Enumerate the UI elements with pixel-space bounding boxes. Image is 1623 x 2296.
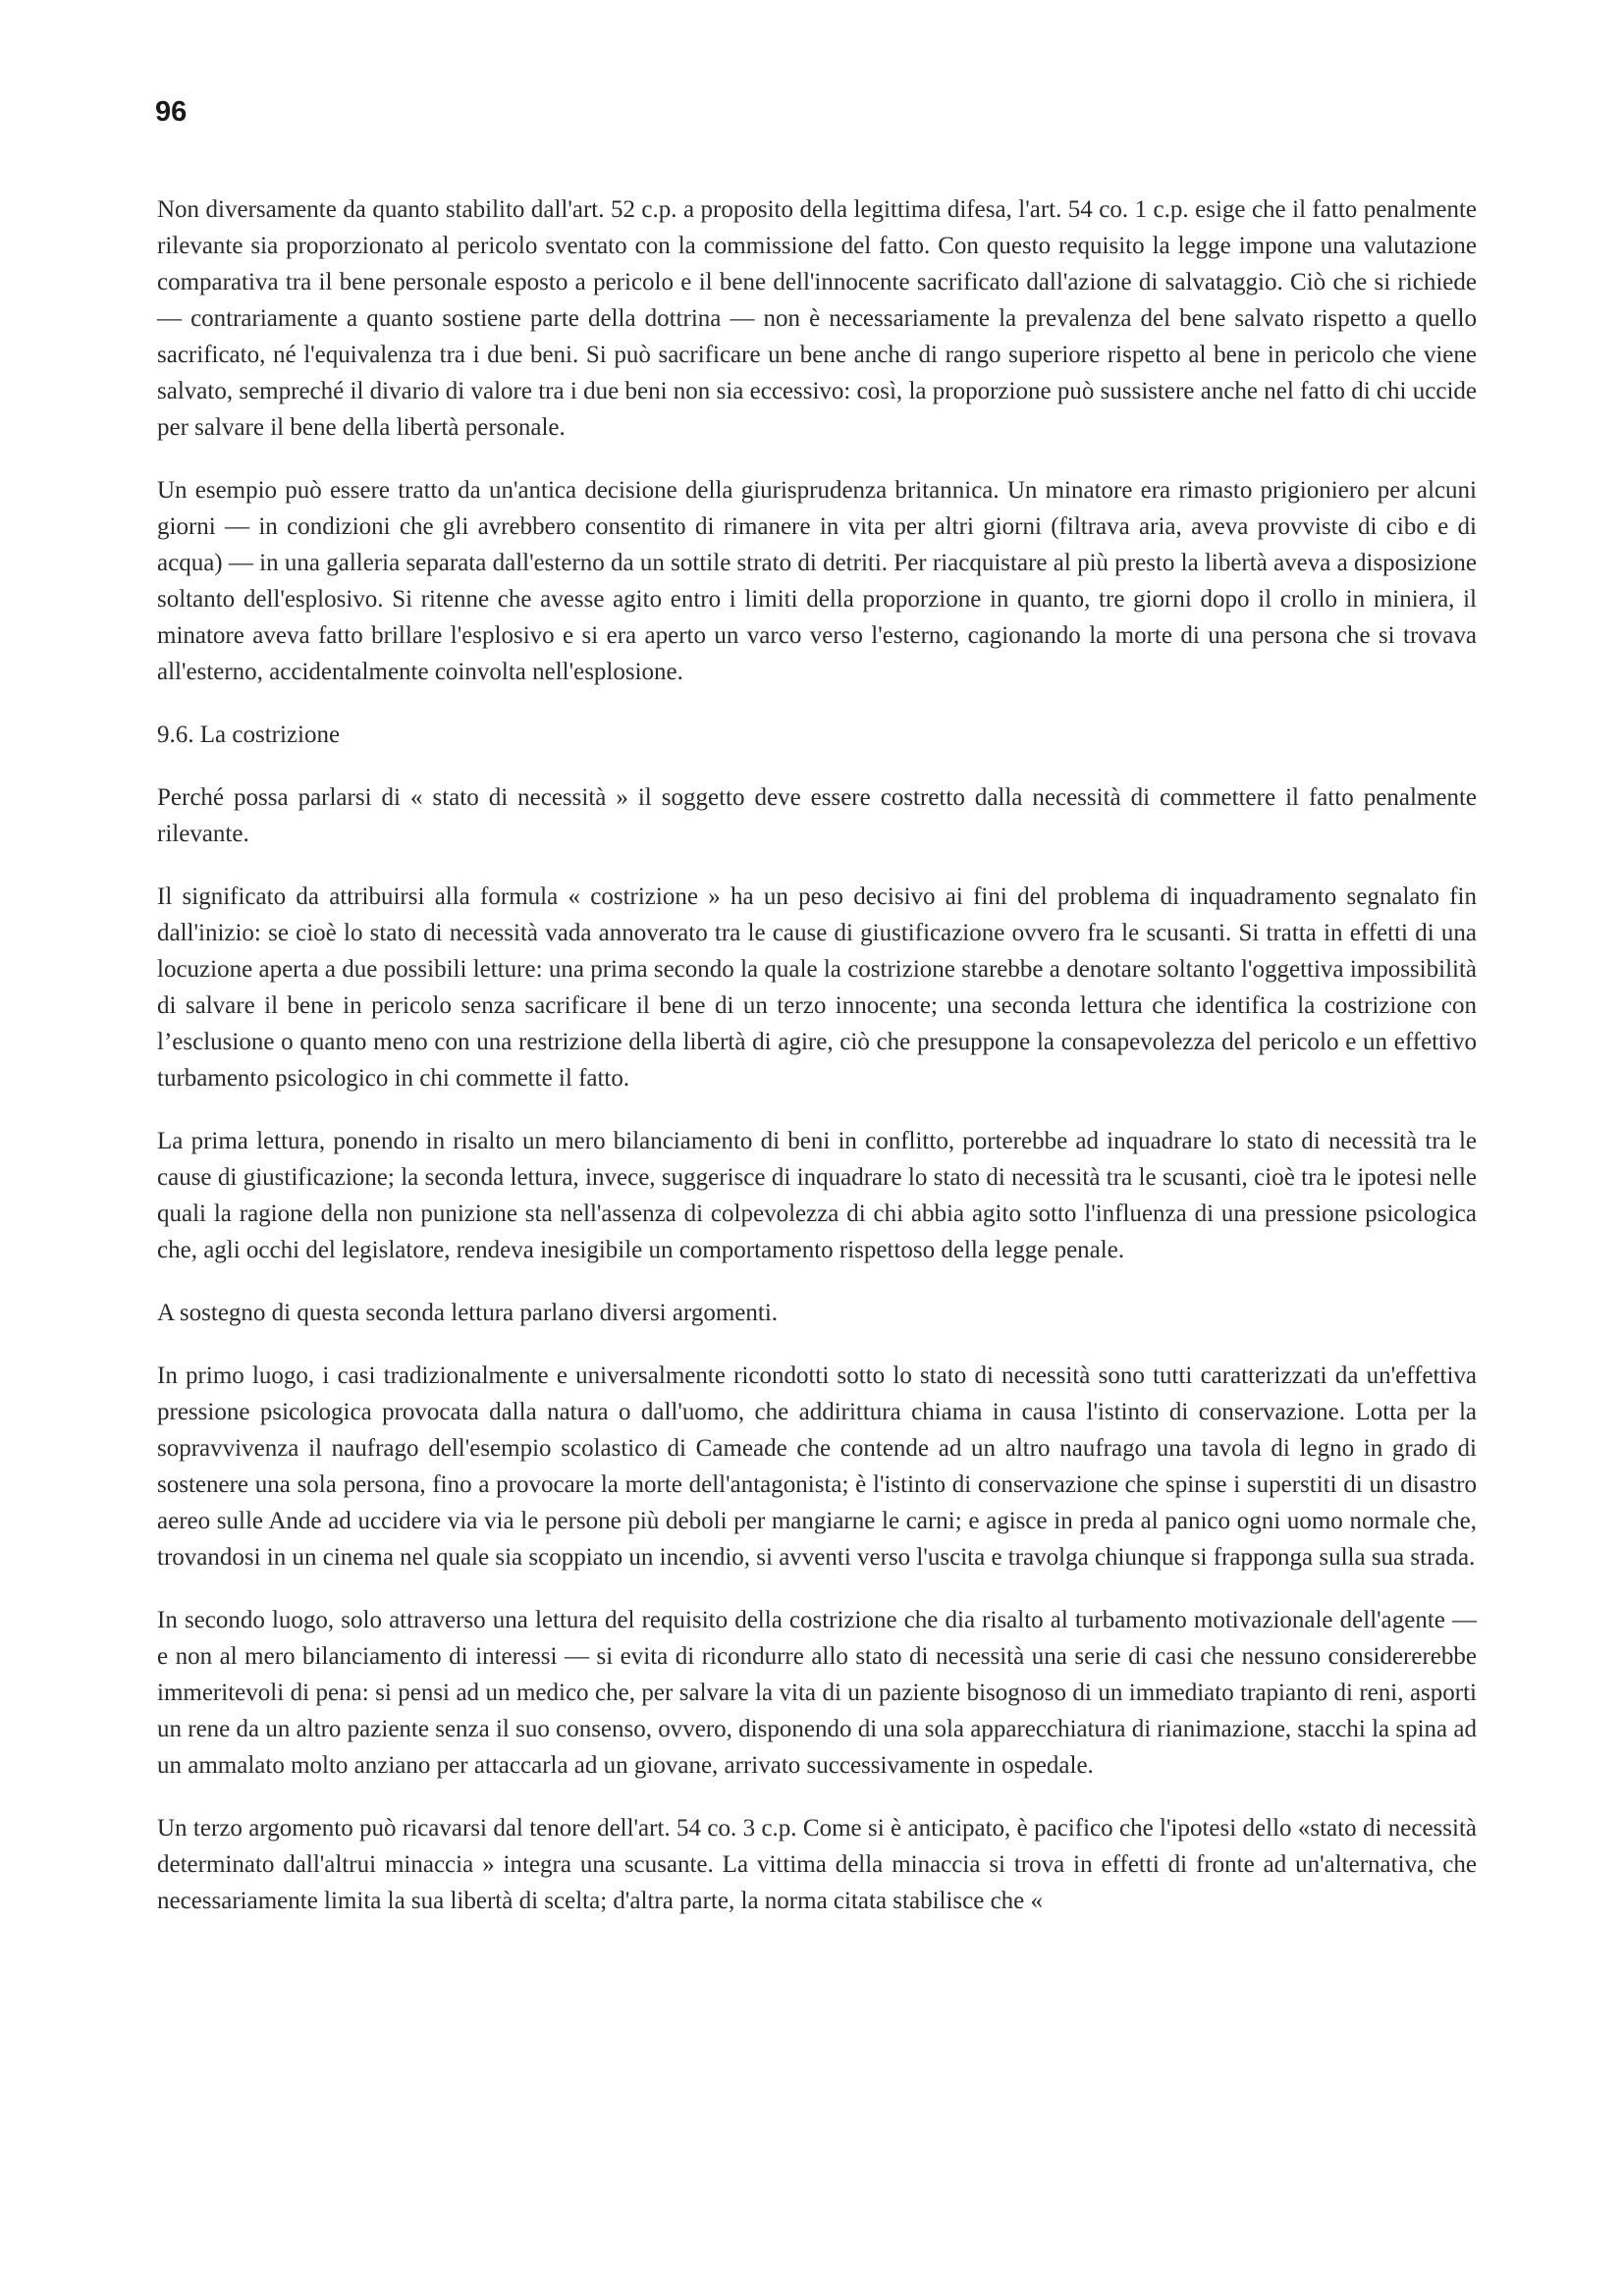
- page-number: 96: [155, 96, 188, 128]
- paragraph: Un terzo argomento può ricavarsi dal tenore dell'art. 54 co. 3 c.p. Come si è anticipato, è pacifico che l'ipotesi dello «stato di necessità determinato dall'altrui minaccia » integra una scusante. La vittima della minaccia si trova in effetti di fronte ad un'alternativa, che necessariamente limita la sua libertà di scelta; d'altra parte, la norma citata stabilisce che «: [157, 1815, 1477, 1914]
- paragraph: In primo luogo, i casi tradizionalmente e universalmente ricondotti sotto lo stato di necessità sono tutti caratterizzati da un'effettiva pressione psicologica provocata dalla natura o dall'uomo, che addirittura chiama in causa l'istinto di conservazione. Lotta per la sopravvivenza il naufrago dell'esempio scolastico di Cameade che contende ad un altro naufrago una tavola di legno in grado di sostenere una sola persona, fino a provocare la morte dell'antagonista; è l'istinto di conservazione che spinse i superstiti di un disastro aereo sulle Ande ad uccidere via via le persone più deboli per mangiarne le carni; e agisce in preda al panico ogni uomo normale che, trovandosi in un cinema nel quale sia scoppiato un incendio, si avventi verso l'uscita e travolga chiunque si frapponga sulla sua strada.: [157, 1362, 1477, 1571]
- paragraph: In secondo luogo, solo attraverso una lettura del requisito della costrizione che dia risalto al turbamento motivazionale dell'agente — e non al mero bilanciamento di interessi — si evita di ricondurre allo stato di necessità una serie di casi che nessuno considererebbe immeritevoli di pena: si pensi ad un medico che, per salvare la vita di un paziente bisognoso di un immediato trapianto di reni, asporti un rene da un altro paziente senza il suo consenso, ovvero, disponendo di una sola apparecchiatura di rianimazione, stacchi la spina ad un ammalato molto anziano per attaccarla ad un giovane, arrivato successivamente in ospedale.: [157, 1607, 1477, 1779]
- paragraph: Non diversamente da quanto stabilito dall'art. 52 c.p. a proposito della legittima difesa, l'art. 54 co. 1 c.p. esige che il fatto penalmente rilevante sia proporzionato al pericolo sventato con la commissione del fatto. Con questo requisito la legge impone una valutazione comparativa tra il bene personale esposto a pericolo e il bene dell'innocente sacrificato dall'azione di salvataggio. Ciò che si richiede — contrariamente a quanto sostiene parte della dottrina — non è necessariamente la prevalenza del bene salvato rispetto a quello sacrificato, né l'equivalenza tra i due beni. Si può sacrificare un bene anche di rango superiore rispetto al bene in pericolo che viene salvato, sempreché il divario di valore tra i due beni non sia eccessivo: così, la proporzione può sussistere anche nel fatto di chi uccide per salvare il bene della libertà personale.: [157, 196, 1477, 441]
- paragraph: La prima lettura, ponendo in risalto un mero bilanciamento di beni in conflitto, porterebbe ad inquadrare lo stato di necessità tra le cause di giustificazione; la seconda lettura, invece, suggerisce di inquadrare lo stato di necessità tra le scusanti, cioè tra le ipotesi nelle quali la ragione della non punizione sta nell'assenza di colpevolezza di chi abbia agito sotto l'influenza di una pressione psicologica che, agli occhi del legislatore, rendeva inesigibile un comportamento rispettoso della legge penale.: [157, 1128, 1477, 1263]
- paragraph: A sostegno di questa seconda lettura parlano diversi argomenti.: [157, 1300, 779, 1326]
- body-text: [157, 191, 1477, 1946]
- paragraph: Il significato da attribuirsi alla formula « costrizione » ha un peso decisivo ai fini del problema di inquadramento segnalato fin dall'inizio: se cioè lo stato di necessità vada annoverato tra le cause di giustificazione ovvero fra le scusanti. Si tratta in effetti di una locuzione aperta a due possibili letture: una prima secondo la quale la costrizione starebbe a denotare soltanto l'oggettiva impossibilità di salvare il bene in pericolo senza sacrificare il bene di un terzo innocente; una seconda lettura che identifica la costrizione con l’esclusione o quanto meno con una restrizione della libertà di agire, ciò che presuppone la consapevolezza del pericolo e un effettivo turbamento psicologico in chi commette il fatto.: [157, 883, 1477, 1092]
- paragraph: Perché possa parlarsi di « stato di necessità » il soggetto deve essere costretto dalla necessità di commettere il fatto penalmente rilevante.: [157, 784, 1477, 847]
- paragraph: Un esempio può essere tratto da un'antica decisione della giurisprudenza britannica. Un minatore era rimasto prigioniero per alcuni giorni — in condizioni che gli avrebbero consentito di rimanere in vita per altri giorni (filtrava aria, aveva provviste di cibo e di acqua) — in una galleria separata dall'esterno da un sottile strato di detriti. Per riacquistare al più presto la libertà aveva a disposizione soltanto dell'esplosivo. Si ritenne che avesse agito entro i limiti della proporzione in quanto, tre giorni dopo il crollo in miniera, il minatore aveva fatto brillare l'esplosivo e si era aperto un varco verso l'esterno, cagionando la morte di una persona che si trovava all'esterno, accidentalmente coinvolta nell'esplosione.: [157, 477, 1477, 685]
- section-heading: 9.6. La costrizione: [157, 721, 341, 748]
